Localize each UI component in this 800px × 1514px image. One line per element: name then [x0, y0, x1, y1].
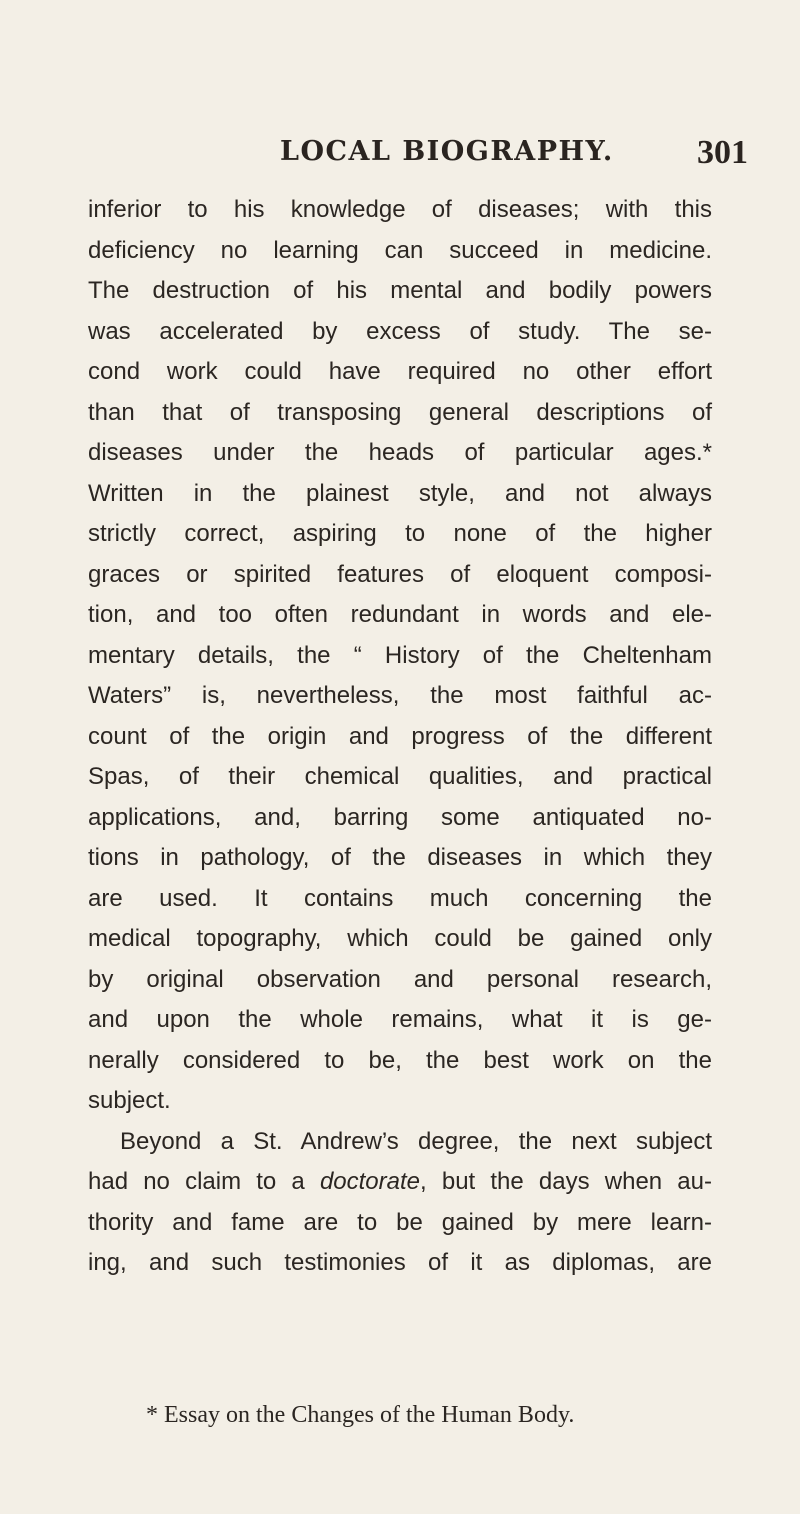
text-line: ing, and such testimonies of it as diplomas, are [88, 1249, 712, 1276]
text-line: inferior to his knowledge of diseases; with this [88, 196, 712, 223]
text-line: count of the origin and progress of the different [88, 722, 712, 750]
text-line: strictly correct, aspiring to none of the higher [88, 520, 712, 547]
text-segment: , but the days when au- [420, 1168, 712, 1195]
text-line [88, 1162, 712, 1203]
text-line: deficiency no learning can succeed in medicine. [88, 236, 712, 264]
text-line: graces or spirited features of eloquent composi- [88, 560, 712, 588]
text-line: thority and fame are to be gained by mere learn- [88, 1208, 712, 1236]
text-line: Spas, of their chemical qualities, and practical [88, 763, 712, 790]
text-line: The destruction of his mental and bodily powers [88, 277, 712, 304]
text-line: Written in the plainest style, and not always [88, 479, 712, 507]
body-text [88, 190, 712, 1284]
text-line: diseases under the heads of particular ages.* [88, 439, 712, 466]
page-number: 301 [697, 134, 748, 171]
text-line: cond work could have required no other effort [88, 358, 712, 385]
text-line: nerally considered to be, the best work on the [88, 1046, 712, 1074]
text-line: tion, and too often redundant in words and ele- [88, 601, 712, 628]
italic-word: doctorate [319, 1168, 421, 1195]
text-line: subject. [88, 1087, 171, 1114]
text-line: than that of transposing general descriptions of [88, 398, 712, 426]
text-line: Beyond a St. Andrew’s degree, the next subject [120, 1127, 712, 1155]
text-segment: had no claim to a [88, 1168, 320, 1195]
text-line: was accelerated by excess of study. The se- [88, 317, 712, 345]
text-line: applications, and, barring some antiquated no- [88, 803, 712, 831]
text-line: tions in pathology, of the diseases in which they [88, 844, 712, 871]
text-line: and upon the whole remains, what it is ge- [88, 1006, 712, 1033]
text-line: by original observation and personal research, [88, 965, 712, 993]
text-line: medical topography, which could be gained only [88, 925, 712, 952]
text-line: Waters” is, nevertheless, the most faithful ac- [88, 682, 712, 709]
text-line: are used. It contains much concerning the [88, 884, 712, 912]
text-line: mentary details, the “ History of the Cheltenham [88, 641, 712, 669]
footnote: * Essay on the Changes of the Human Body. [146, 1402, 575, 1428]
running-title: LOCAL BIOGRAPHY. [280, 136, 614, 167]
page-header [0, 136, 800, 182]
